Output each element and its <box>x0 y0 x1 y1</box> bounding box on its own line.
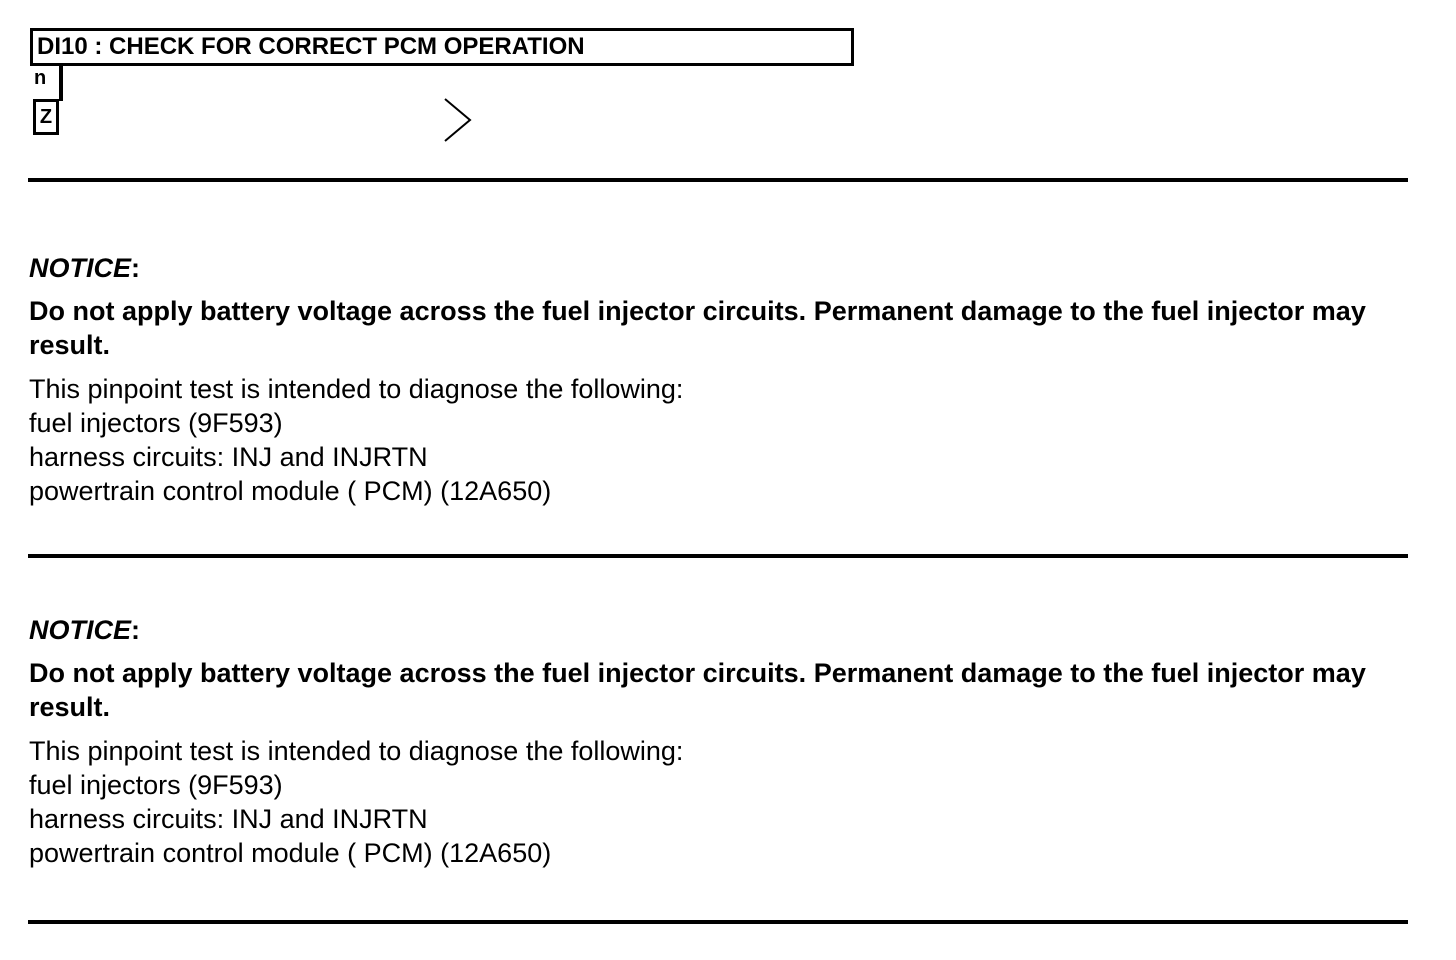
notice-heading <box>29 252 1409 284</box>
step-title-box <box>30 28 854 66</box>
notice-text: Do not apply battery voltage across the fuel injector circuits. Permanent damage to the fuel injector may result. <box>29 658 1366 722</box>
list-item: powertrain control module ( PCM) (12A650) <box>29 476 552 506</box>
step-marker-label: n <box>34 67 47 89</box>
divider <box>28 554 1408 558</box>
step-marker-box: Z <box>33 99 59 135</box>
list-item: powertrain control module ( PCM) (12A650) <box>29 838 552 868</box>
test-intro: This pinpoint test is intended to diagnose the following: <box>29 374 684 404</box>
divider <box>28 178 1408 182</box>
notice-label: NOTICE <box>29 253 132 283</box>
notice-section <box>29 614 1409 870</box>
notice-label: NOTICE <box>29 615 132 645</box>
step-title: DI10 : CHECK FOR CORRECT PCM OPERATION <box>37 33 585 60</box>
list-item: harness circuits: INJ and INJRTN <box>29 442 428 472</box>
notice-colon: : <box>131 253 141 283</box>
list-item: harness circuits: INJ and INJRTN <box>29 804 428 834</box>
test-intro: This pinpoint test is intended to diagnose the following: <box>29 736 684 766</box>
notice-heading <box>29 614 1409 646</box>
divider <box>28 920 1408 924</box>
list-item: fuel injectors (9F593) <box>29 408 283 438</box>
list-item: fuel injectors (9F593) <box>29 770 283 800</box>
notice-colon: : <box>131 615 141 645</box>
notice-section <box>29 252 1409 508</box>
notice-text: Do not apply battery voltage across the fuel injector circuits. Permanent damage to the fuel injector may result. <box>29 296 1366 360</box>
chevron-right-icon[interactable] <box>440 96 476 144</box>
step-marker-bar <box>59 63 63 101</box>
